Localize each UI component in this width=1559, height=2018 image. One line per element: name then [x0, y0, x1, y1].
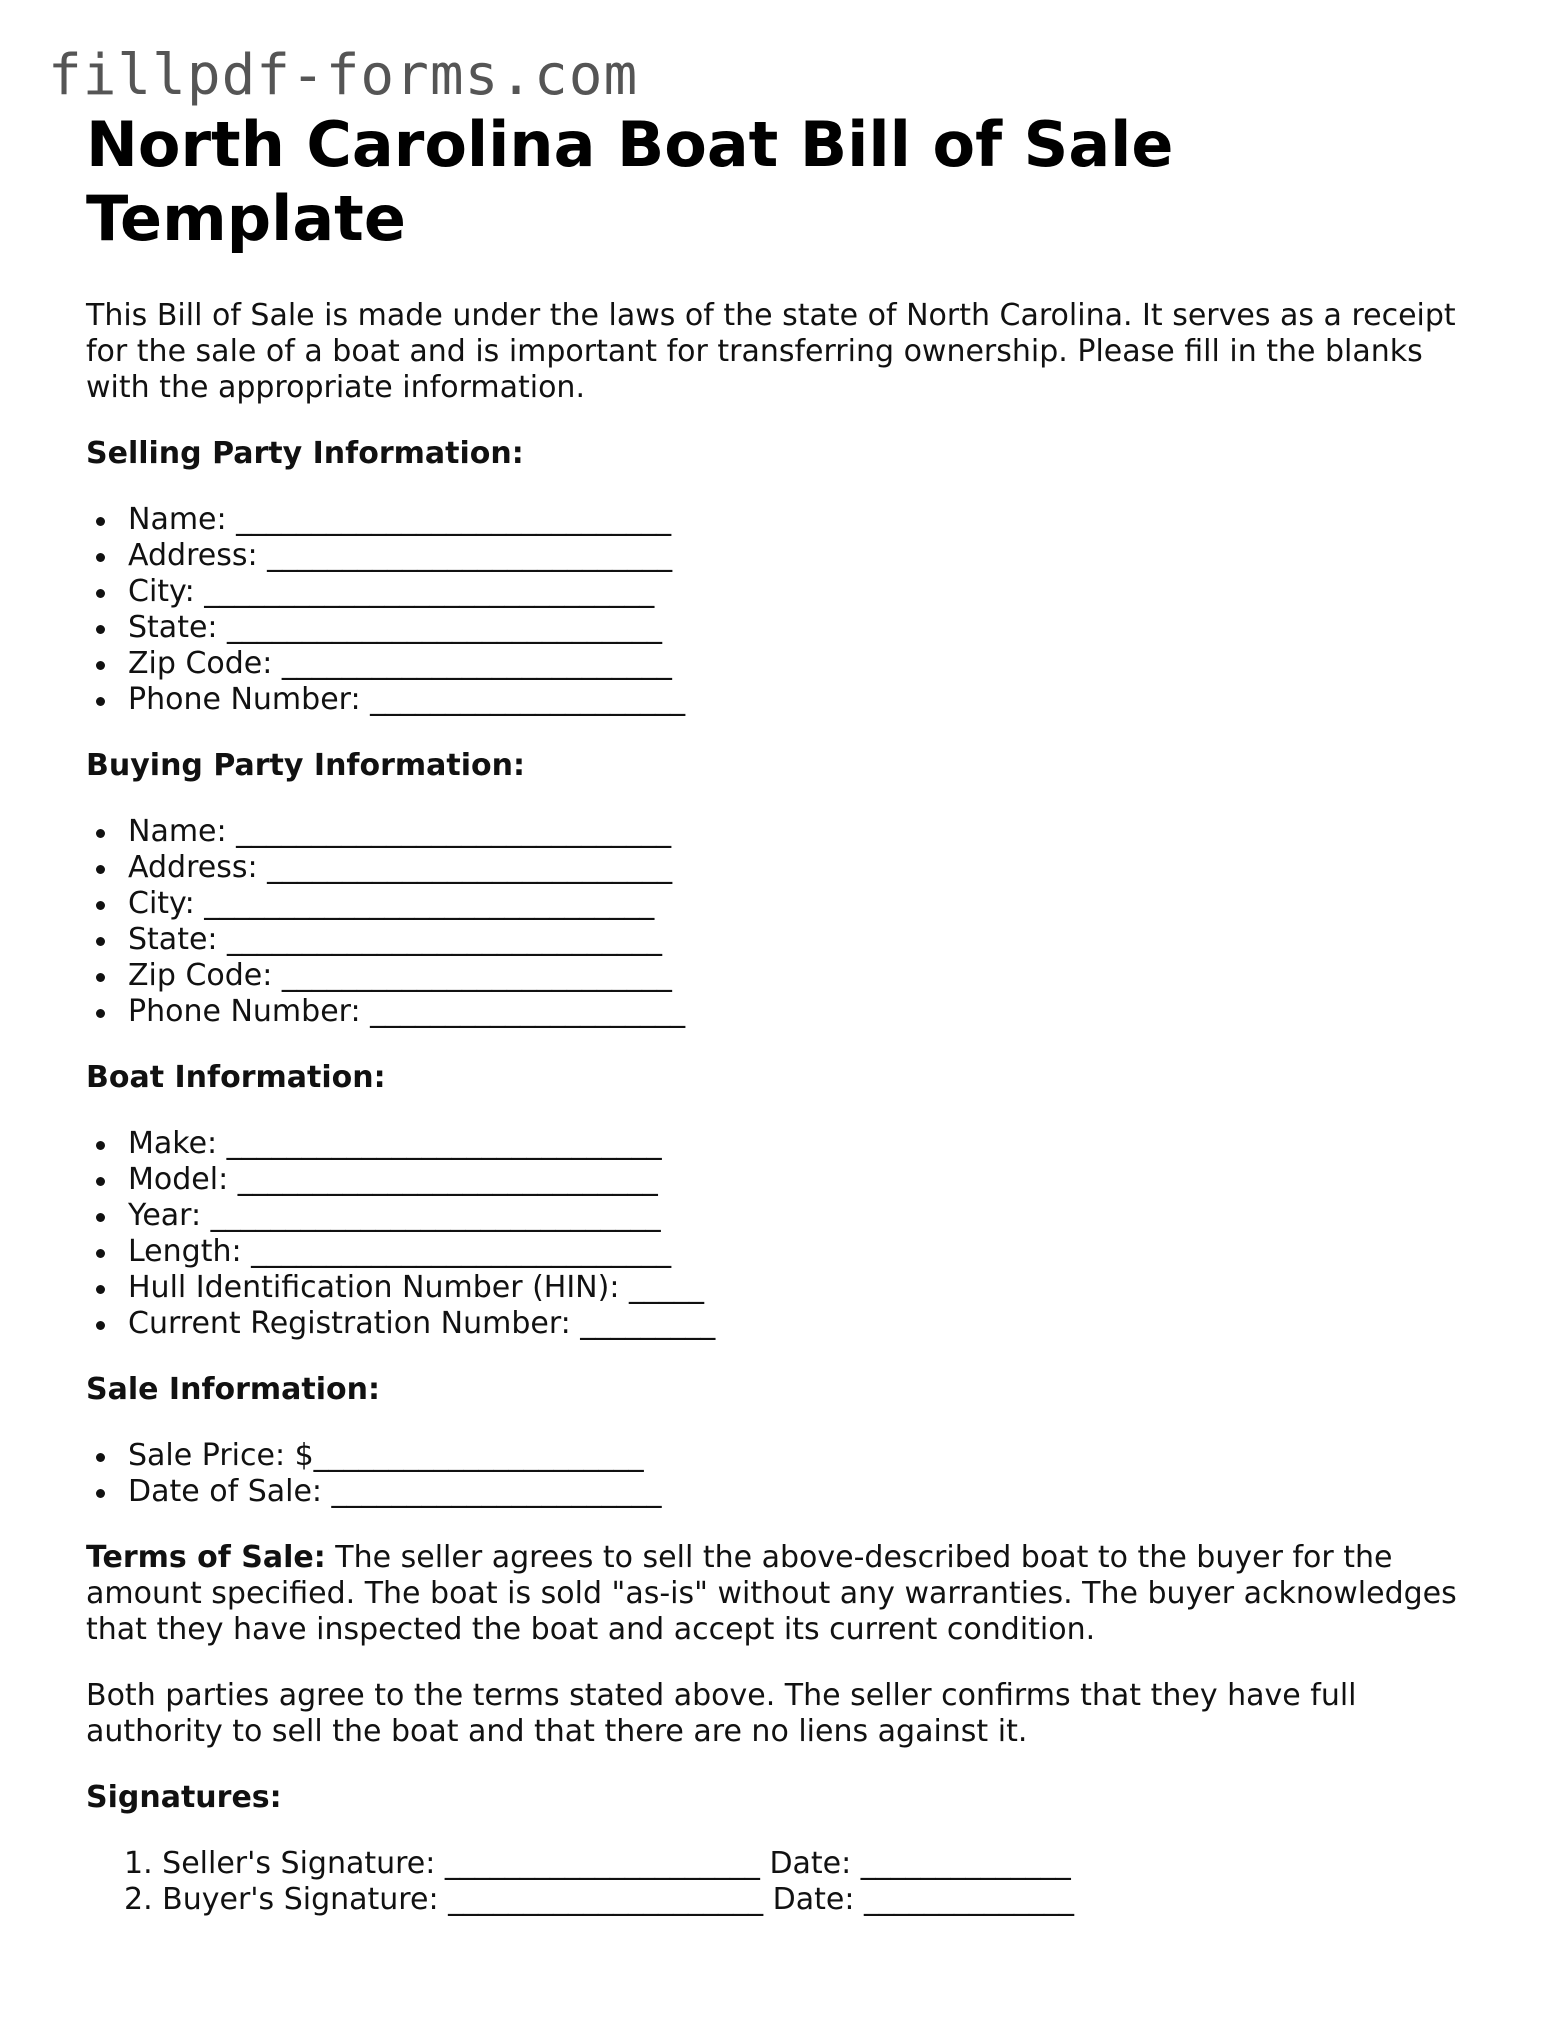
boat-fields-list — [86, 1126, 1486, 1342]
seller-phone-field: Phone Number: _____________________ — [128, 682, 1486, 718]
buyer-fields-list — [86, 814, 1486, 1030]
signatures-section-heading: Signatures: — [86, 1780, 282, 1815]
buyer-zip-field: Zip Code: __________________________ — [128, 958, 1486, 994]
boat-length-field: Length: ____________________________ — [128, 1234, 1486, 1270]
seller-state-field: State: _____________________________ — [128, 610, 1486, 646]
boat-hin-field: Hull Identification Number (HIN): _____ — [128, 1270, 1486, 1306]
buyer-address-field: Address: ___________________________ — [128, 850, 1486, 886]
signatures-list — [86, 1846, 1486, 1918]
seller-city-field: City: ______________________________ — [128, 574, 1486, 610]
watermark: fillpdf-forms.com — [48, 43, 639, 108]
buyer-city-field: City: ______________________________ — [128, 886, 1486, 922]
buyer-section-heading: Buying Party Information: — [86, 748, 525, 783]
boat-model-field: Model: ____________________________ — [128, 1162, 1486, 1198]
boat-section-heading: Boat Information: — [86, 1060, 386, 1095]
terms-paragraph — [86, 1540, 1486, 1648]
agreement-paragraph: Both parties agree to the terms stated above. The seller confirms that they have full authority to sell the boat and that there are no liens against it. — [86, 1678, 1357, 1749]
seller-signature-line: 1. Seller's Signature: _____________________ Date: ______________ — [124, 1846, 1071, 1881]
seller-address-field: Address: ___________________________ — [128, 538, 1486, 574]
boat-registration-field: Current Registration Number: _________ — [128, 1306, 1486, 1342]
seller-name-field: Name: _____________________________ — [128, 502, 1486, 538]
buyer-phone-field: Phone Number: _____________________ — [128, 994, 1486, 1030]
intro-paragraph: This Bill of Sale is made under the laws of the state of North Carolina. It serves as a receipt for the sale of a boat and is important for transferring ownership. Please fill in the blanks with the appropriate information. — [86, 298, 1456, 405]
buyer-name-field: Name: _____________________________ — [128, 814, 1486, 850]
buyer-signature-line: 2. Buyer's Signature: _____________________ Date: ______________ — [124, 1882, 1074, 1917]
document-page — [86, 108, 1486, 1918]
sale-section-heading: Sale Information: — [86, 1372, 380, 1407]
terms-text: The seller agrees to sell the above-described boat to the buyer for the amount specified. The boat is sold "as-is" without any warranties. The buyer acknowledges that they have inspected the boat and accept its current condition. — [86, 1540, 1457, 1647]
sale-date-field: Date of Sale: ______________________ — [128, 1474, 1486, 1510]
seller-zip-field: Zip Code: __________________________ — [128, 646, 1486, 682]
terms-label: Terms of Sale: — [86, 1540, 326, 1575]
page-title: North Carolina Boat Bill of Sale Template — [86, 108, 1174, 255]
boat-year-field: Year: ______________________________ — [128, 1198, 1486, 1234]
seller-section-heading: Selling Party Information: — [86, 436, 524, 471]
buyer-state-field: State: _____________________________ — [128, 922, 1486, 958]
sale-fields-list — [86, 1438, 1486, 1510]
boat-make-field: Make: _____________________________ — [128, 1126, 1486, 1162]
sale-price-field: Sale Price: $______________________ — [128, 1438, 1486, 1474]
seller-fields-list — [86, 502, 1486, 718]
